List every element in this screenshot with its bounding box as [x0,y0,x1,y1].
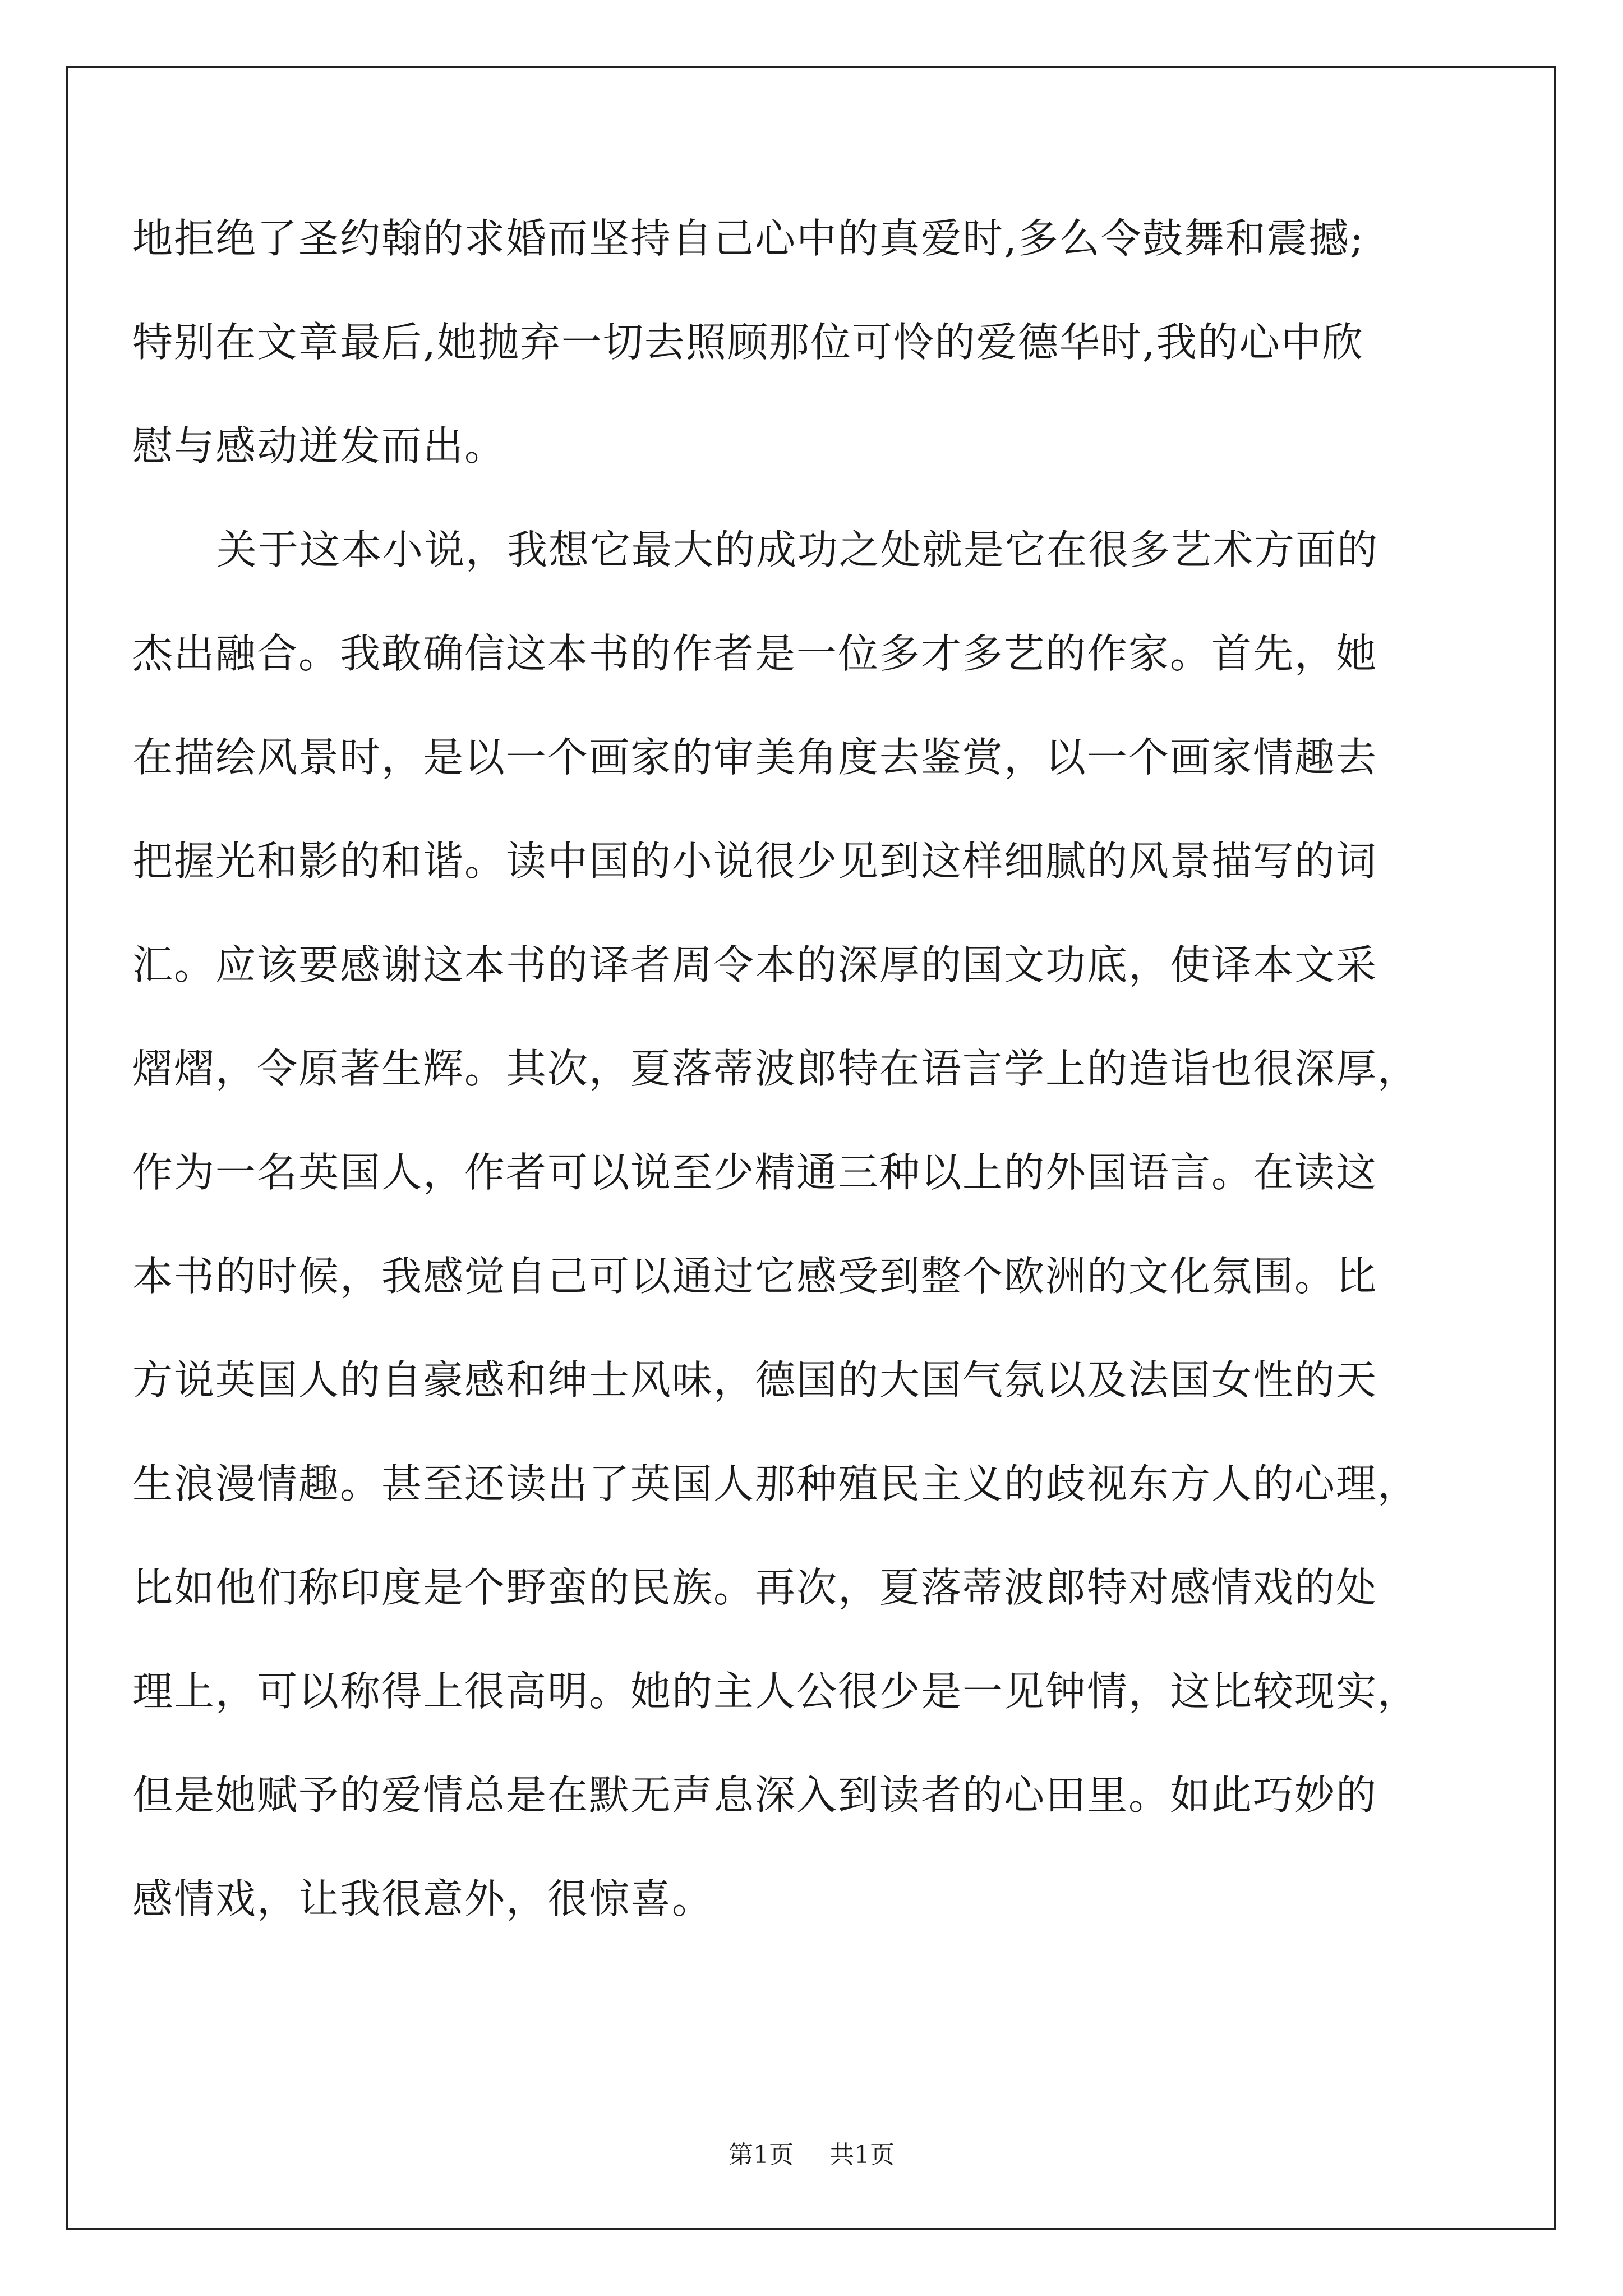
text-line: 在描绘风景时，是以一个画家的审美角度去鉴赏，以一个画家情趣去 [132,734,1378,781]
page-footer [0,2138,1623,2172]
paragraph-2 [132,524,1490,1977]
text-line: 生浪漫情趣。甚至还读出了英国人那种殖民主义的歧视东方人的心理， [132,1460,1419,1507]
text-line: 慰与感动迸发而出。 [132,422,506,470]
text-line: 方说英国人的自豪感和绅士风味，德国的大国气氛以及法国女性的天 [132,1356,1378,1404]
paragraph-1 [132,213,1490,524]
text-line: 关于这本小说，我想它最大的成功之处就是它在很多艺术方面的 [216,526,1379,573]
text-line: 本书的时候，我感觉自己可以通过它感受到整个欧洲的文化氛围。比 [132,1253,1378,1300]
text-line: 汇。应该要感谢这本书的译者周令本的深厚的国文功底，使译本文采 [132,941,1378,988]
text-line: 地拒绝了圣约翰的求婚而坚持自己心中的真爱时,多么令鼓舞和震撼; [132,215,1365,262]
text-line: 把握光和影的和谐。读中国的小说很少见到这样细腻的风景描写的词 [132,838,1378,885]
text-line: 熠熠，令原著生辉。其次，夏落蒂波郎特在语言学上的造诣也很深厚， [132,1045,1419,1092]
text-line: 特别在文章最后,她抛弃一切去照顾那位可怜的爱德华时,我的心中欣 [132,319,1364,366]
text-line: 但是她赋予的爱情总是在默无声息深入到读者的心田里。如此巧妙的 [132,1772,1378,1819]
page-total: 共1页 [829,2141,895,2169]
document-body [132,213,1490,1977]
text-line: 杰出融合。我敢确信这本书的作者是一位多才多艺的作家。首先，她 [132,630,1378,677]
text-line: 理上，可以称得上很高明。她的主人公很少是一见钟情，这比较现实， [132,1668,1419,1715]
text-line: 作为一名英国人，作者可以说至少精通三种以上的外国语言。在读这 [132,1149,1378,1196]
text-line: 比如他们称印度是个野蛮的民族。再次，夏落蒂波郎特对感情戏的处 [132,1564,1378,1611]
text-line: 感情戏，让我很意外，很惊喜。 [132,1875,714,1922]
page-number: 第1页 [728,2141,794,2169]
